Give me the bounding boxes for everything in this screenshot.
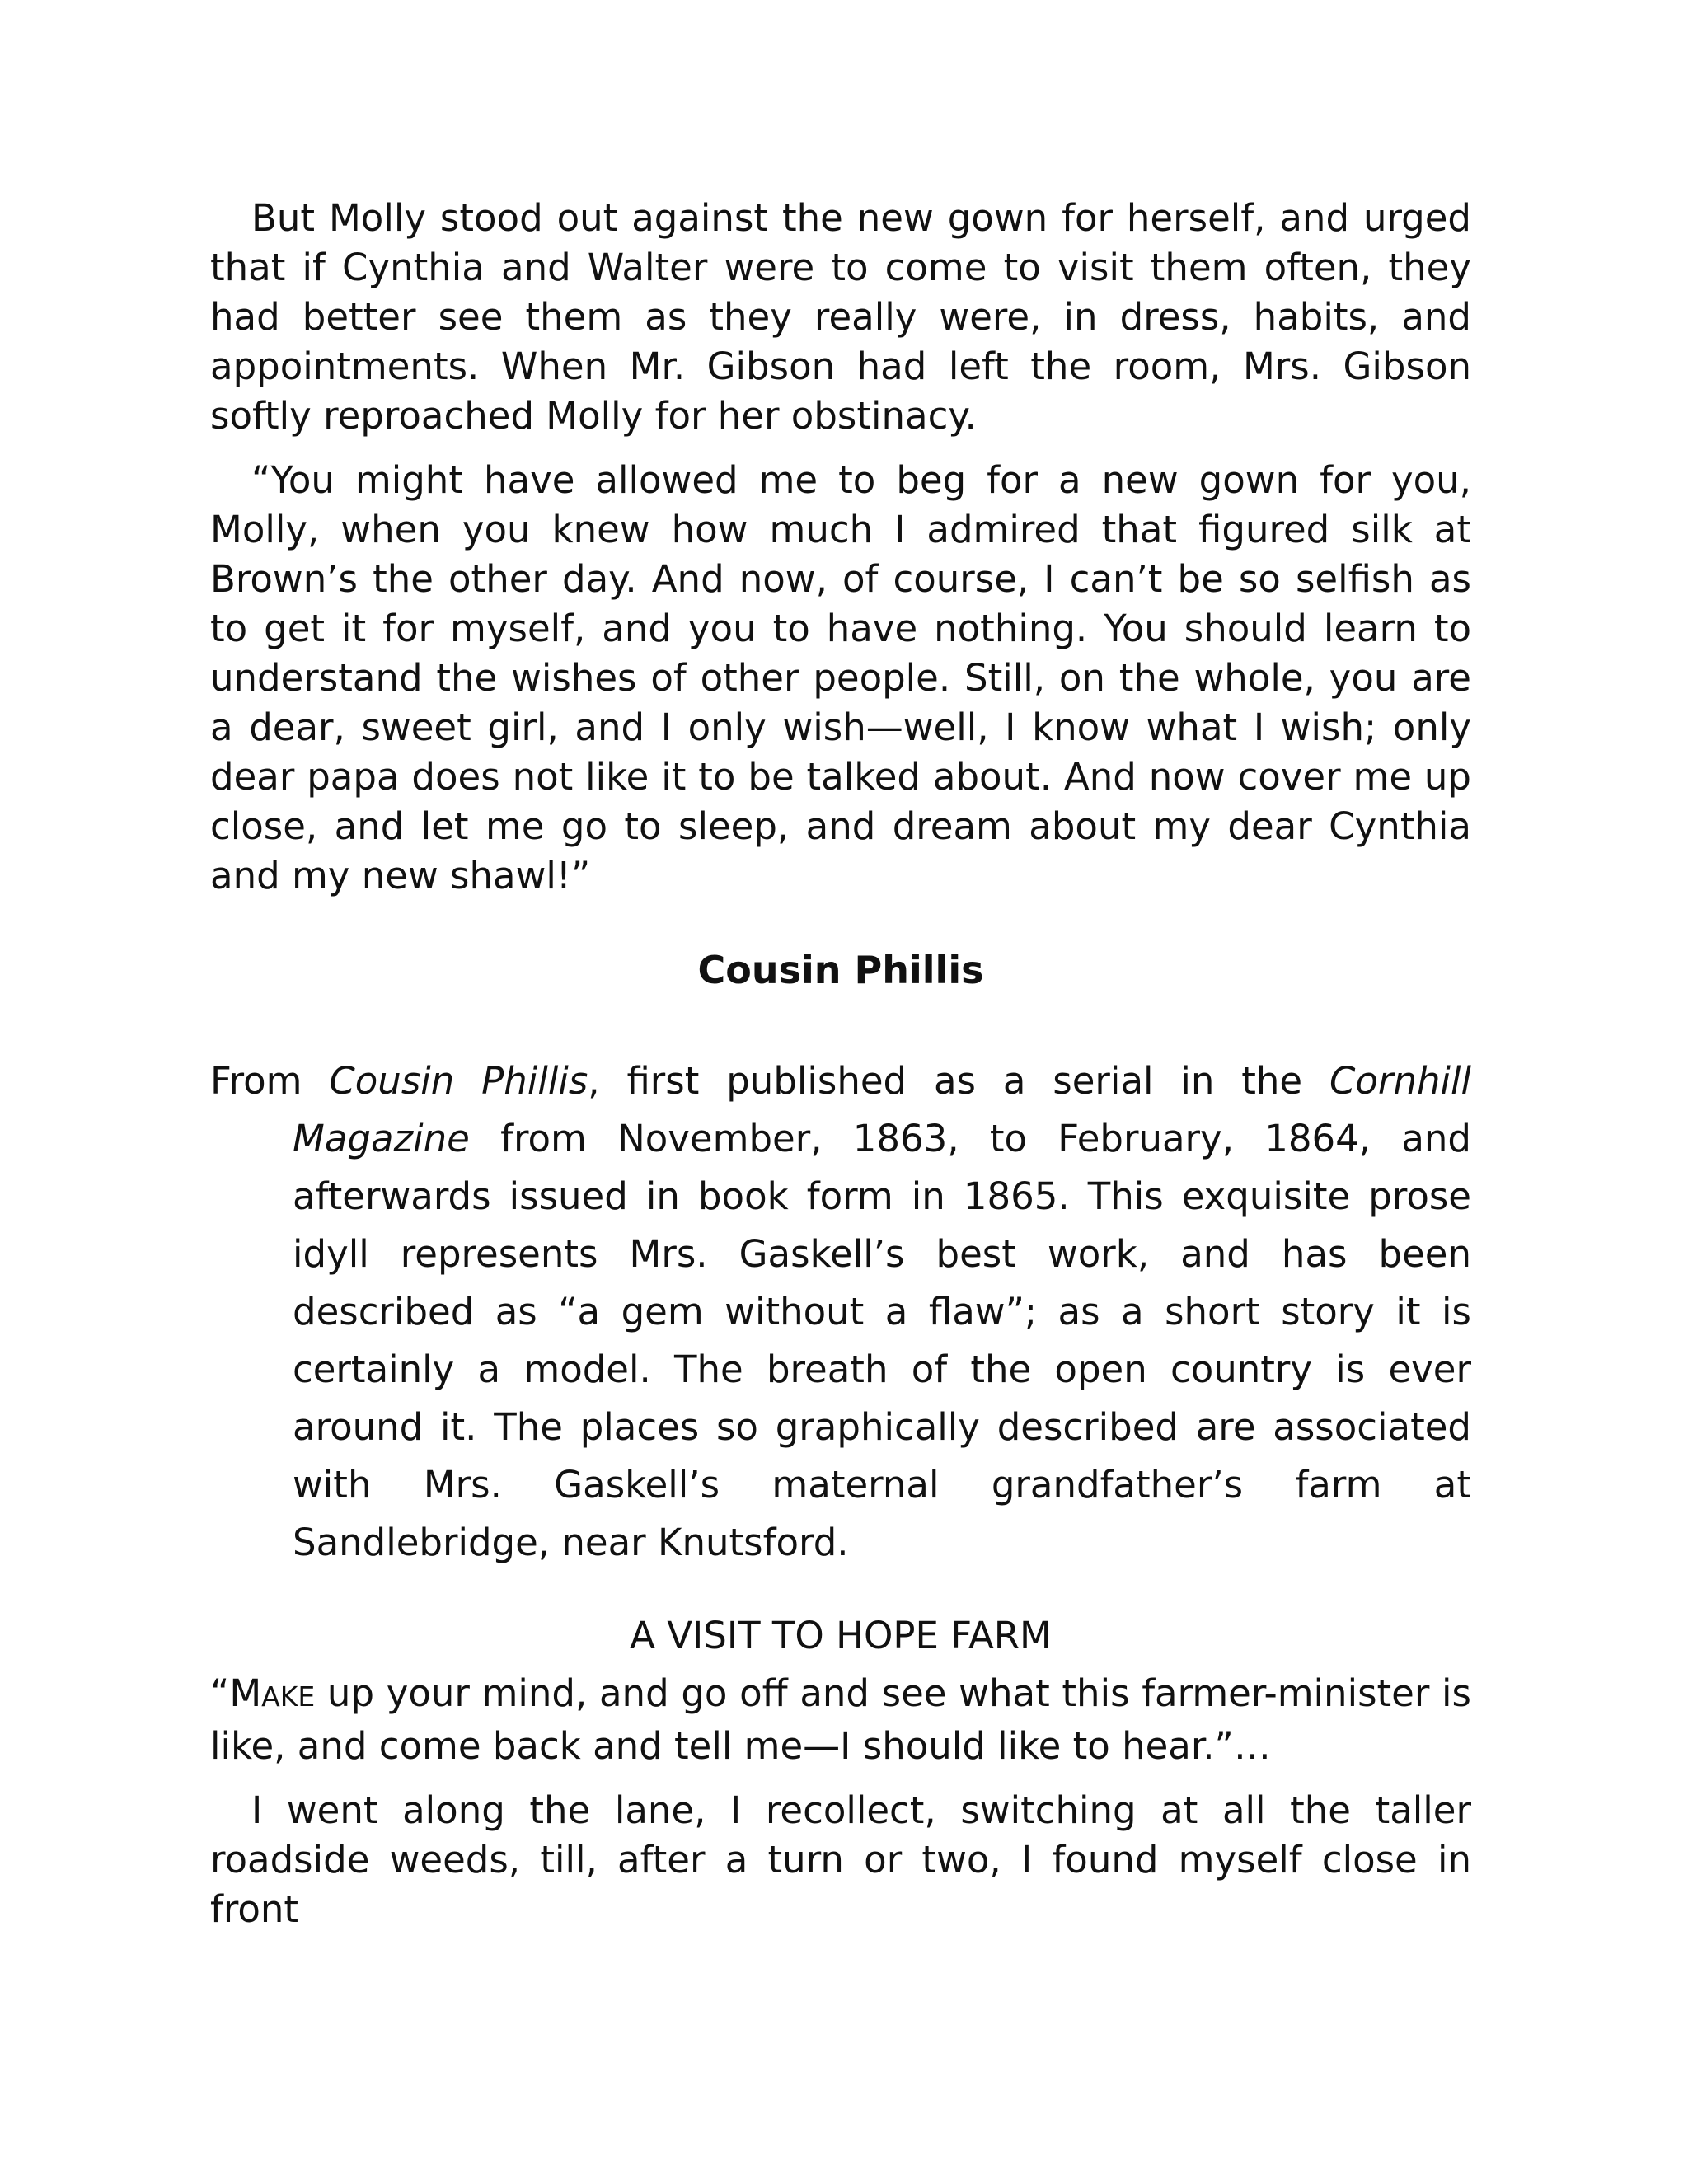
- paragraph-rest: up your mind, and go off and see what this farmer-minister is like, and come back and tell me—I should like to hear.”…: [210, 1671, 1471, 1768]
- paragraph-molly-gown: But Molly stood out against the new gown for herself, and urged that if Cynthia and Walter were to come to visit them often, they had better see them as they really were, in dress, habits, and appointments. When Mr. Gibson had left the room, Mrs. Gibson softly reproached Molly for her obstinacy.: [210, 196, 1471, 438]
- small-caps-word: AKE: [261, 1680, 316, 1713]
- page-content: [210, 194, 1471, 1934]
- paragraph-make-up-mind: [210, 1669, 1471, 1771]
- chapter-subheading: A VISIT TO HOPE FARM: [630, 1614, 1052, 1657]
- paragraph-mrs-gibson-speech: “You might have allowed me to beg for a new gown for you, Molly, when you knew how much I admired that figured silk at Brown’s the other day. And now, of course, I can’t be so selfish as to get it for myself, and you to have nothing. You should learn to understand the wishes of other people. Still, on the whole, you are a dear, sweet girl, and I only wish—well, I know what I wish; only dear papa does not like it to be talked about. And now cover me up close, and let me go to sleep, and dream about my dear Cynthia and my new shawl!”: [210, 458, 1471, 898]
- section-heading: Cousin Phillis: [697, 948, 984, 992]
- intro-text-2: , first published as a serial in the: [588, 1059, 1329, 1103]
- section-intro: [210, 1052, 1471, 1572]
- intro-text-3: from November, 1863, to February, 1864, and afterwards issued in book form in 1865. This exquisite prose idyll represents Mrs. Gaskell’s best work, and has been described as “a gem without a flaw”; as a short story it is certainly a model. The breath of the open country is ever around it. The places so graphically described are associated with Mrs. Gaskell’s maternal grandfather’s farm at Sandlebridge, near Knutsford.: [293, 1117, 1471, 1564]
- open-quote: “: [210, 1671, 230, 1715]
- intro-text-1: From: [210, 1059, 330, 1103]
- paragraph-lane: I went along the lane, I recollect, switching at all the taller roadside weeds, till, after a turn or two, I found myself close in front: [210, 1788, 1471, 1931]
- initial-letter: M: [229, 1671, 262, 1715]
- intro-magazine-title: Cornhill Magazine: [293, 1059, 1471, 1160]
- intro-book-title: Cousin Phillis: [329, 1059, 588, 1103]
